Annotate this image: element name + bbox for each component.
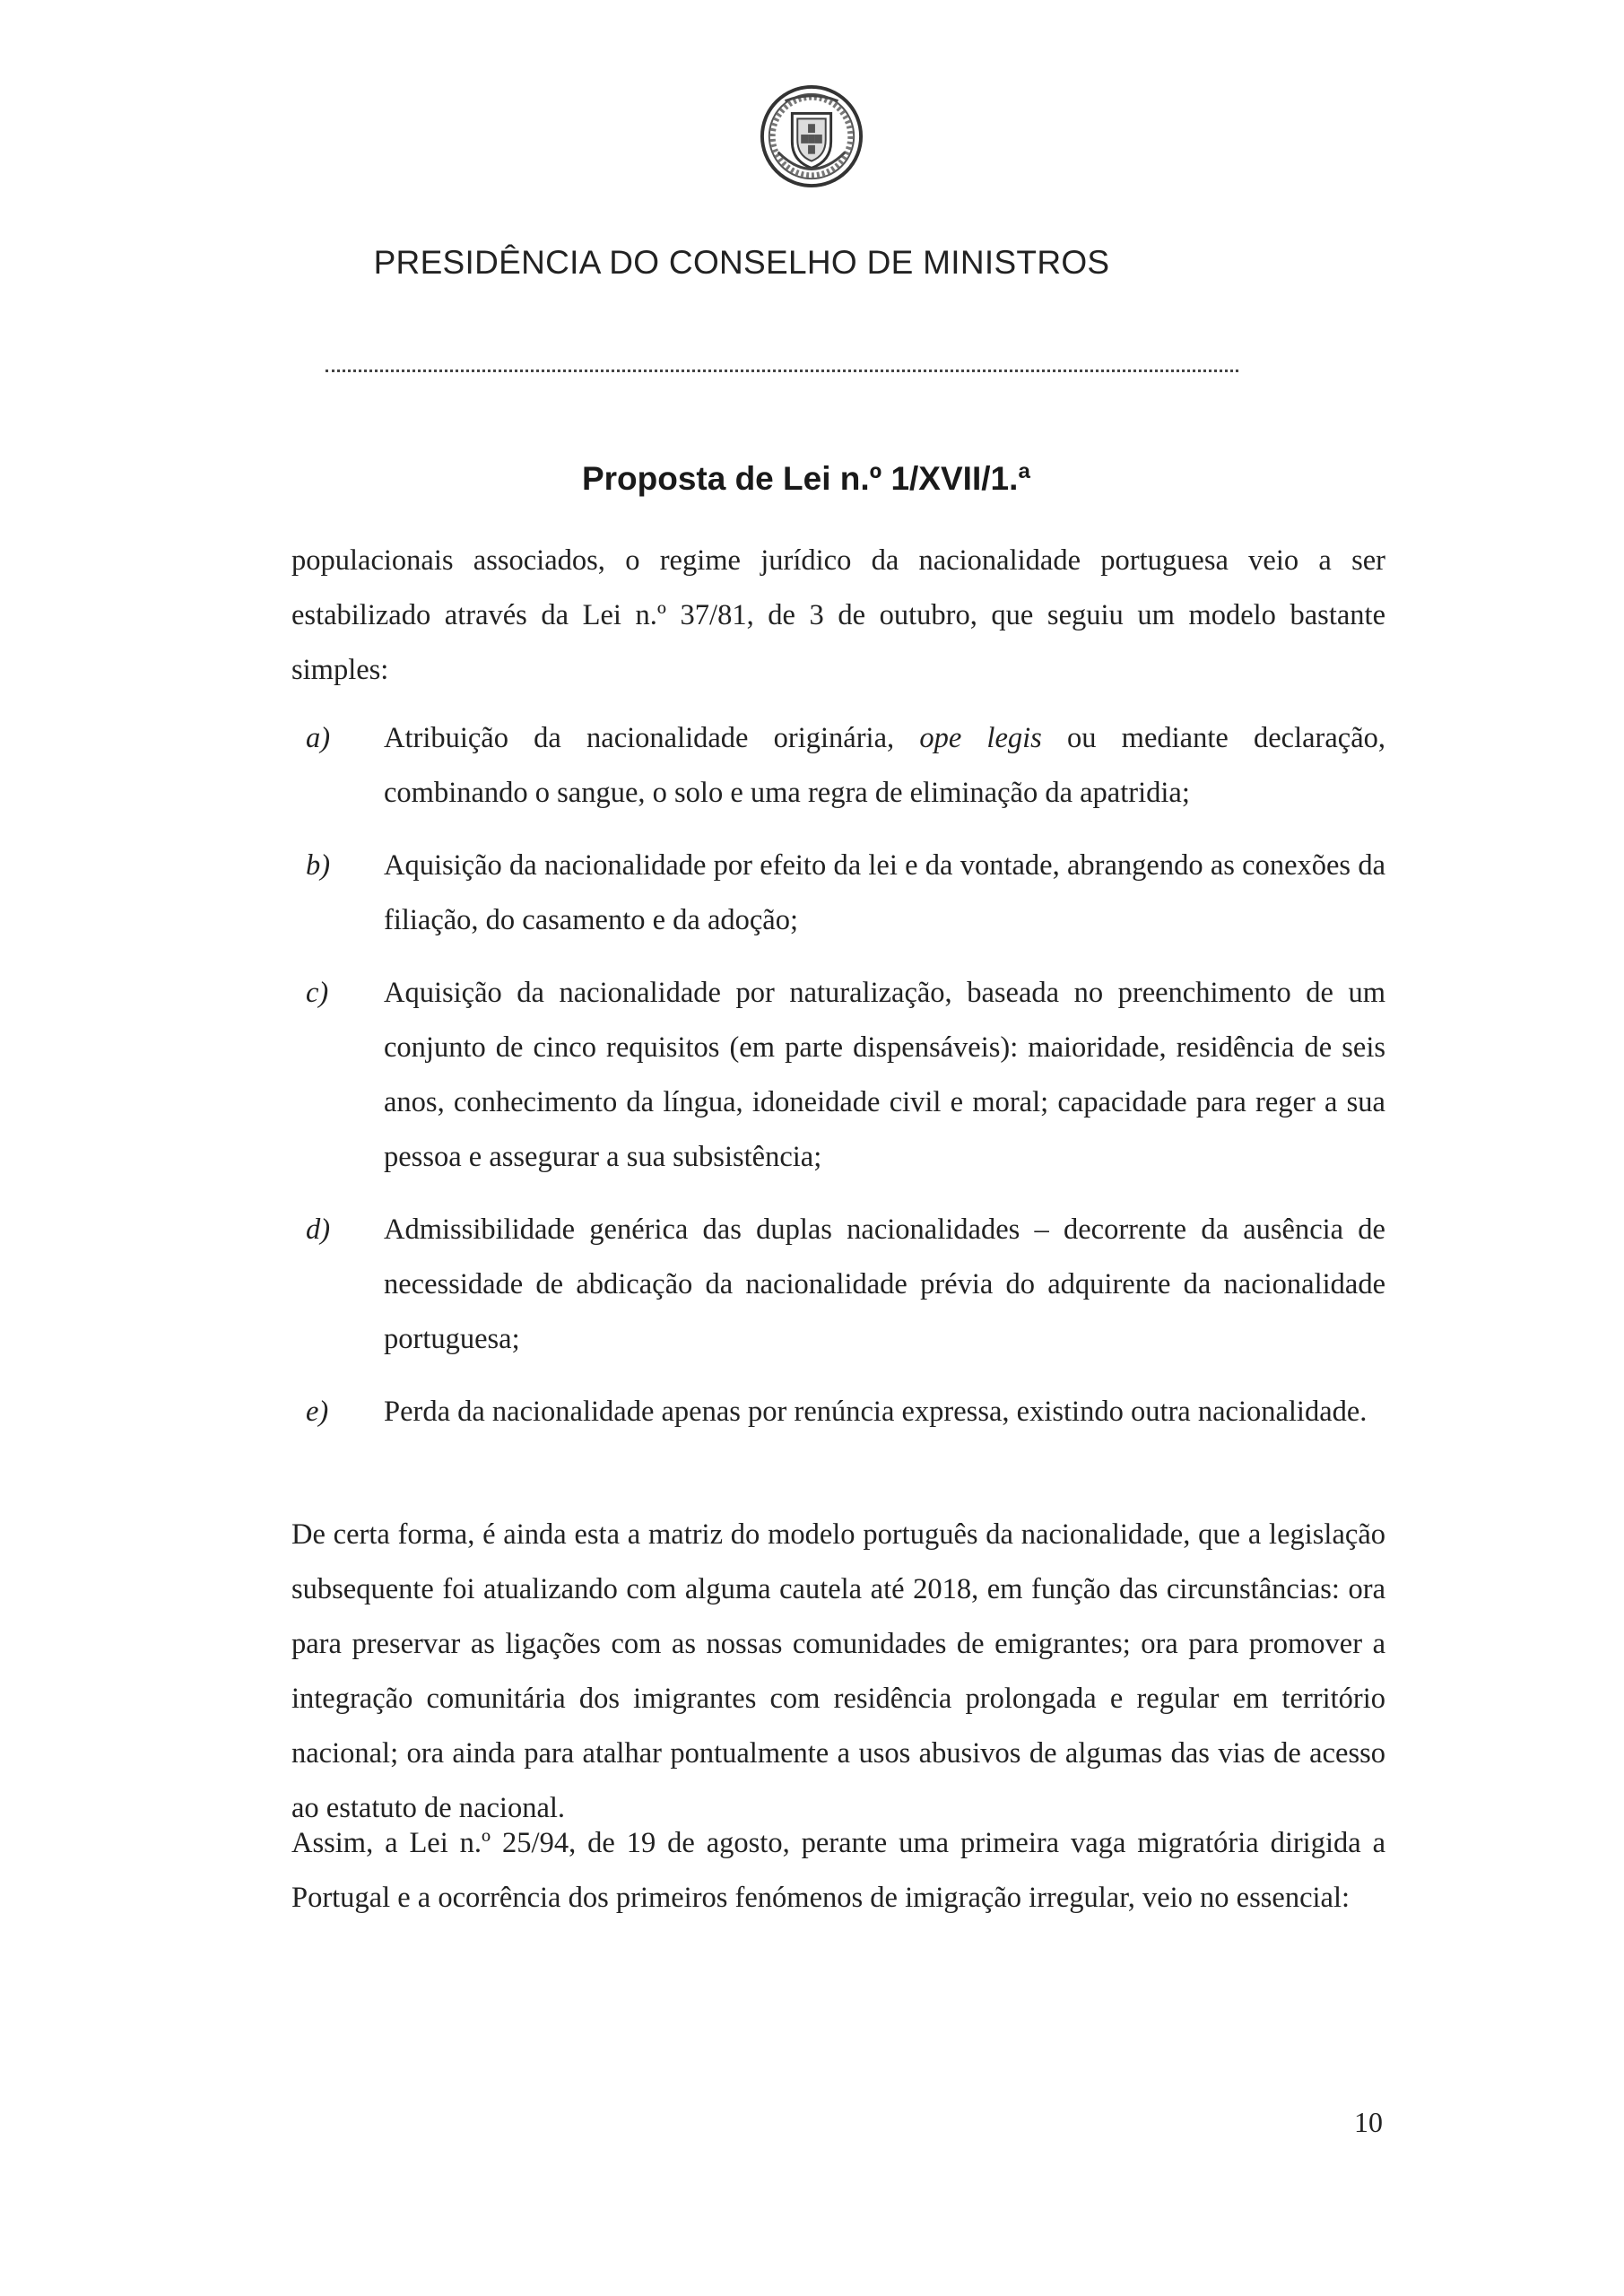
latin-term: ope legis bbox=[919, 722, 1042, 754]
list-item-d bbox=[291, 1203, 1385, 1367]
list-item-text: Atribuição da nacionalidade originária, ope legis ou mediante declaração, combinando o sangue, o solo e uma regra de eliminação da apatridia; bbox=[384, 722, 1385, 809]
list-item-text: Perda da nacionalidade apenas por renúncia expressa, existindo outra nacionalidade. bbox=[384, 1396, 1368, 1428]
paragraph-2: De certa forma, é ainda esta a matriz do modelo português da nacionalidade, que a legislação subsequente foi atualizando com alguma cautela até 2018, em função das circunstâncias: ora para preservar as ligações com as nossas comunidades de emigrantes; ora para promover a integração comunitária dos imigrantes com residência prolongada e regular em território nacional; ora ainda para atalhar pontualmente a usos abusivos de algumas das vias de acesso ao estatuto de nacional. bbox=[291, 1518, 1385, 1824]
list-item-a bbox=[291, 711, 1385, 821]
paragraph-3: Assim, a Lei n.º 25/94, de 19 de agosto, perante uma primeira vaga migratória dirigida a Portugal e a ocorrência dos primeiros fenómenos de imigração irregular, veio no essencial: bbox=[291, 1827, 1385, 1914]
list-marker: a) bbox=[306, 722, 331, 754]
list-item-b bbox=[291, 839, 1385, 948]
intro-paragraph: populacionais associados, o regime jurídico da nacionalidade portuguesa veio a ser estabilizado através da Lei n.º 37/81, de 3 de outubro, que seguiu um modelo bastante simples: bbox=[291, 544, 1385, 686]
page-number: 10 bbox=[1354, 2106, 1383, 2138]
list-marker: e) bbox=[306, 1396, 329, 1428]
list-item-text: Aquisição da nacionalidade por naturalização, baseada no preenchimento de um conjunto de cinco requisitos (em parte dispensáveis): maioridade, residência de seis anos, conhecimento da língua, idoneidade civil e moral; capacidade para reger a sua pessoa e assegurar a sua subsistência; bbox=[384, 977, 1385, 1173]
list-marker: d) bbox=[306, 1213, 331, 1246]
header-separator bbox=[326, 370, 1238, 372]
list-item-c bbox=[291, 966, 1385, 1185]
list-marker: b) bbox=[306, 849, 331, 882]
document-title: Proposta de Lei n.º 1/XVII/1.ª bbox=[581, 460, 1031, 497]
portuguese-coat-of-arms-icon bbox=[759, 83, 864, 189]
list-marker: c) bbox=[306, 977, 329, 1009]
list-item-e bbox=[291, 1385, 1385, 1439]
list-item-text: Aquisição da nacionalidade por efeito da lei e da vontade, abrangendo as conexões da filiação, do casamento e da adoção; bbox=[384, 849, 1385, 936]
list-item-text: Admissibilidade genérica das duplas nacionalidades – decorrente da ausência de necessidade de abdicação da nacionalidade prévia do adquirente da nacionalidade portuguesa; bbox=[384, 1213, 1385, 1355]
ministry-header: PRESIDÊNCIA DO CONSELHO DE MINISTROS bbox=[373, 244, 1110, 281]
